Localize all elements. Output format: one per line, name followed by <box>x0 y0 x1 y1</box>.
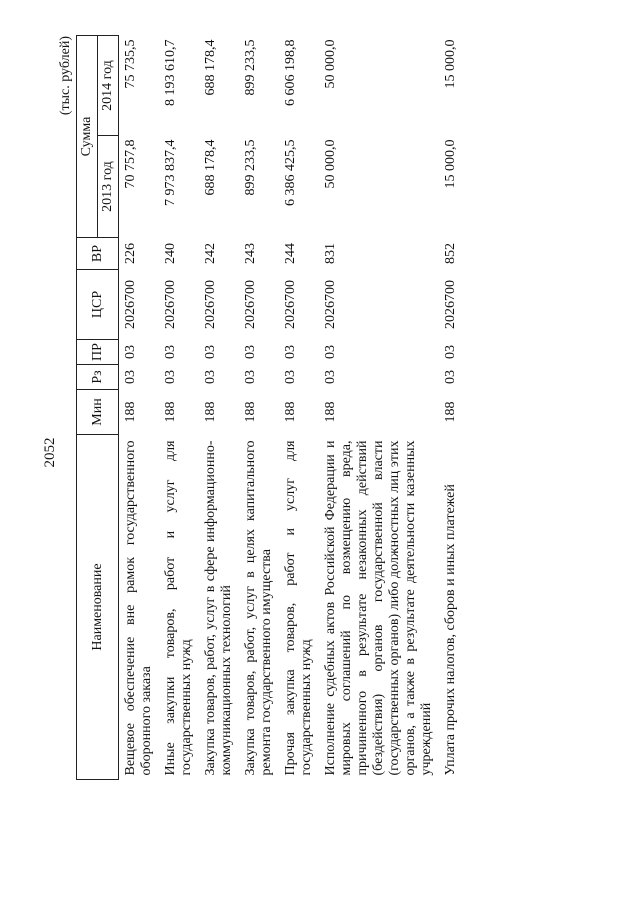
row-pr: 03 <box>323 345 338 359</box>
row-vr: 240 <box>163 243 178 264</box>
table-row <box>195 36 235 780</box>
row-pr: 03 <box>163 345 178 359</box>
row-min: 188 <box>243 401 258 423</box>
row-csr: 2026700 <box>243 280 258 329</box>
row-amount-2014: 899 233,5 <box>243 39 258 96</box>
header-name: Наименование <box>77 435 119 780</box>
row-pr: 03 <box>443 345 458 359</box>
table-row <box>275 36 315 780</box>
row-name <box>435 435 459 780</box>
page-number: 2052 <box>42 437 58 468</box>
row-pr: 03 <box>283 345 298 359</box>
header-year-2013: 2013 год <box>98 136 119 238</box>
row-csr: 2026700 <box>323 280 338 329</box>
row-name-text: Уплата прочих налогов, сборов и иных платежей <box>443 484 458 776</box>
budget-table <box>76 35 459 780</box>
row-amount-2013: 15 000,0 <box>443 139 458 189</box>
row-min: 188 <box>283 401 298 423</box>
table-row <box>155 36 195 780</box>
row-vr: 242 <box>203 243 218 264</box>
row-name <box>155 435 195 780</box>
row-pr: 03 <box>123 345 138 359</box>
table-body <box>119 36 460 780</box>
row-vr: 244 <box>283 243 298 264</box>
row-rz: 03 <box>323 370 338 384</box>
row-min: 188 <box>163 401 178 423</box>
row-rz: 03 <box>243 370 258 384</box>
row-amount-2014: 75 735,5 <box>123 39 138 89</box>
table-row <box>315 36 435 780</box>
row-amount-2014: 6 606 198,8 <box>283 39 298 106</box>
row-amount-2013: 50 000,0 <box>323 139 338 189</box>
row-csr: 2026700 <box>203 280 218 329</box>
row-csr: 2026700 <box>283 280 298 329</box>
row-pr: 03 <box>243 345 258 359</box>
row-csr: 2026700 <box>163 280 178 329</box>
table-row <box>435 36 459 780</box>
row-vr: 831 <box>323 243 338 264</box>
row-name-text: Прочая закупка товаров, работ и услуг для государственных нужд <box>283 440 314 776</box>
table-row <box>119 36 156 780</box>
row-amount-2013: 688 178,4 <box>203 139 218 196</box>
header-min: Мин <box>77 390 119 435</box>
row-rz: 03 <box>283 370 298 384</box>
row-min: 188 <box>123 401 138 423</box>
header-pr: ПР <box>77 340 119 365</box>
row-amount-2013: 899 233,5 <box>243 139 258 196</box>
header-year-2014: 2014 год <box>98 36 119 136</box>
row-amount-2013: 7 973 837,4 <box>163 139 178 206</box>
row-name <box>315 435 435 780</box>
row-min: 188 <box>203 401 218 423</box>
row-min: 188 <box>443 401 458 423</box>
row-amount-2014: 15 000,0 <box>443 39 458 89</box>
row-min: 188 <box>323 401 338 423</box>
row-name <box>119 435 156 780</box>
row-name <box>235 435 275 780</box>
row-rz: 03 <box>443 370 458 384</box>
row-name-text: Закупка товаров, работ, услуг в сфере информационно-коммуникационных технологий <box>203 440 234 776</box>
header-csr: ЦСР <box>77 270 119 340</box>
row-rz: 03 <box>123 370 138 384</box>
row-amount-2014: 8 193 610,7 <box>163 39 178 106</box>
row-amount-2014: 50 000,0 <box>323 39 338 89</box>
table-row <box>235 36 275 780</box>
header-vr: ВР <box>77 238 119 270</box>
header-row-1 <box>77 36 98 780</box>
header-rz: Рз <box>77 365 119 390</box>
row-name-text: Закупка товаров, работ, услуг в целях капитального ремонта государственного имущества <box>243 440 274 776</box>
row-pr: 03 <box>203 345 218 359</box>
row-name-text: Исполнение судебных актов Российской Федерации и мировых соглашений по возмещению вреда, причиненного в результате незаконных действий (бездействия) органов государственной власти (государственных органов) либо должностных лиц этих органов, а также в результате деятельности казенных учреждений <box>323 440 434 776</box>
row-rz: 03 <box>163 370 178 384</box>
row-csr: 2026700 <box>123 280 138 329</box>
row-name <box>195 435 235 780</box>
row-amount-2013: 70 757,8 <box>123 139 138 189</box>
row-amount-2013: 6 386 425,5 <box>283 139 298 206</box>
row-vr: 852 <box>443 243 458 264</box>
row-name-text: Иные закупки товаров, работ и услуг для государственных нужд <box>163 440 194 776</box>
units-label: (тыс. рублей) <box>58 36 73 116</box>
row-vr: 226 <box>123 243 138 264</box>
row-vr: 243 <box>243 243 258 264</box>
row-rz: 03 <box>203 370 218 384</box>
row-name-text: Вещевое обеспечение вне рамок государственного оборонного заказа <box>123 440 154 776</box>
row-amount-2014: 688 178,4 <box>203 39 218 96</box>
row-name <box>275 435 315 780</box>
row-csr: 2026700 <box>443 280 458 329</box>
header-sum: Сумма <box>77 36 98 238</box>
